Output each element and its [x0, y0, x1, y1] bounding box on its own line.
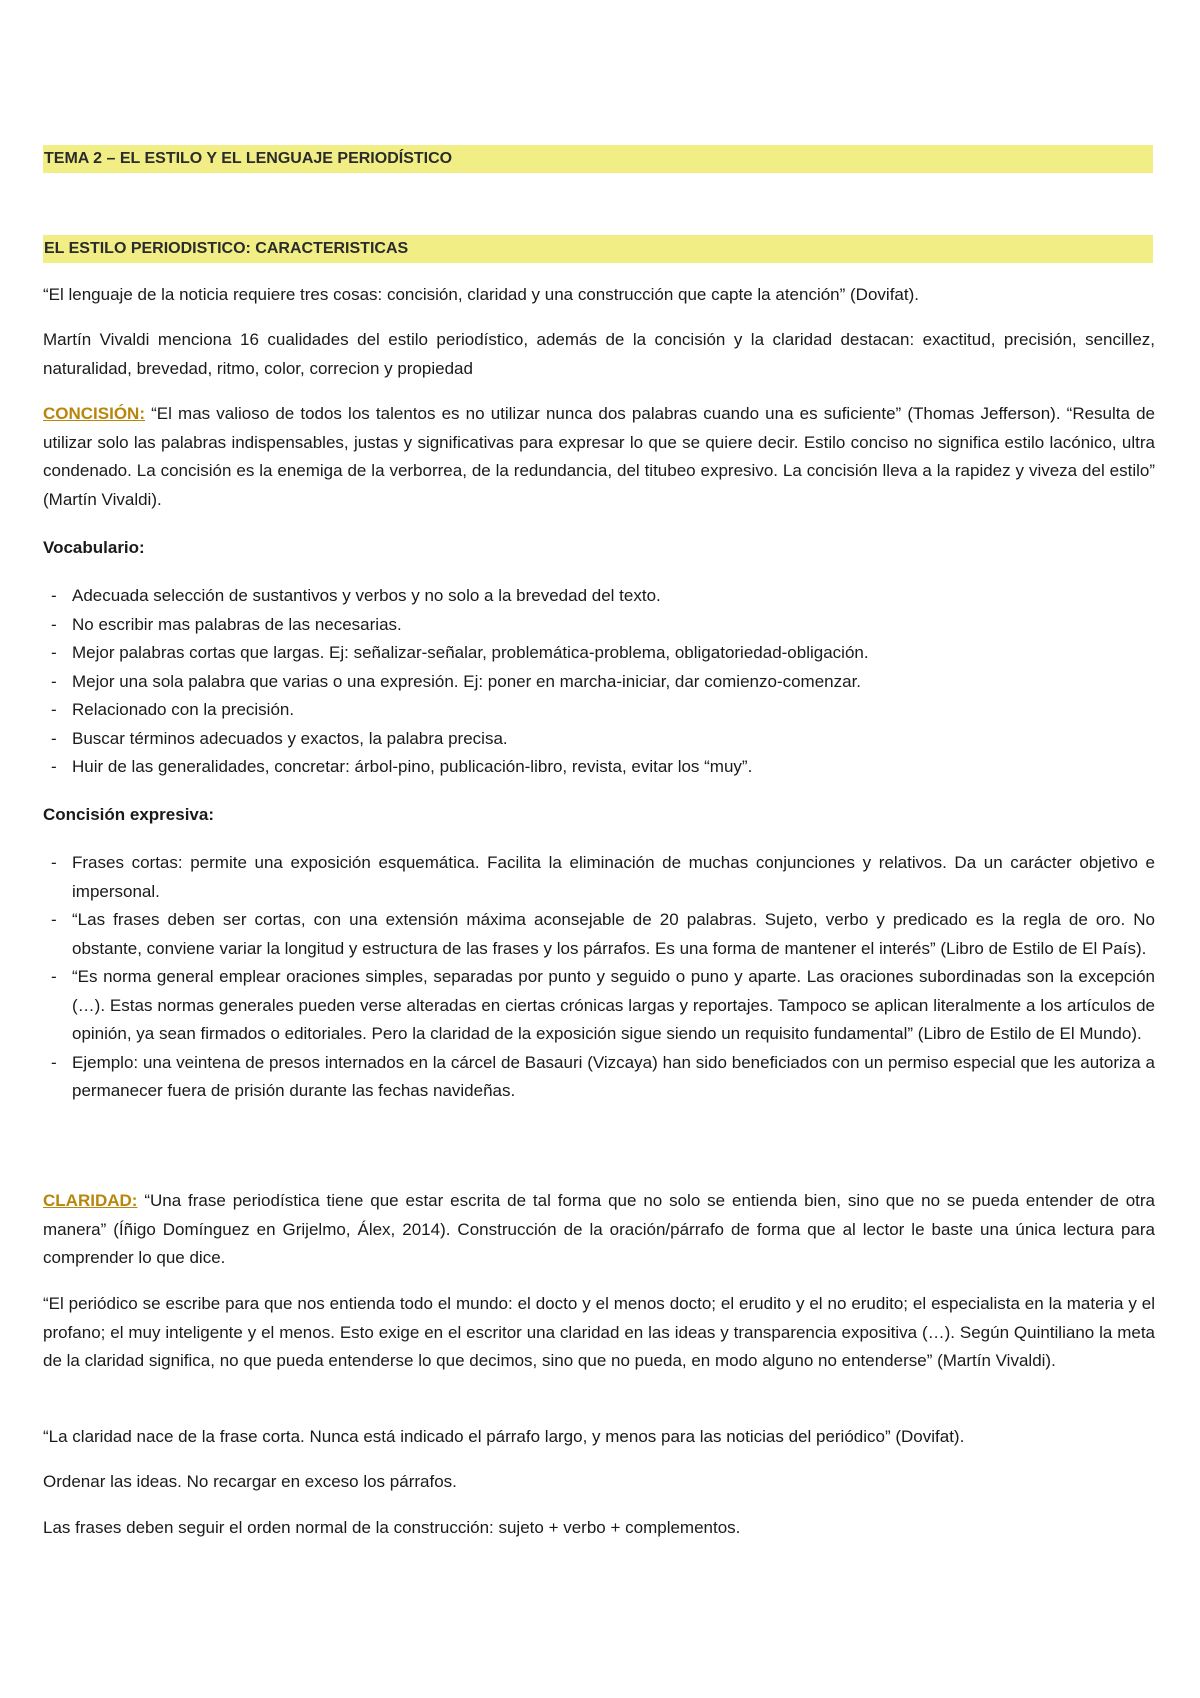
list-item: - “Las frases deben ser cortas, con una extensión máxima aconsejable de 20 palabras. Sujeto, verbo y predicado es la regla de oro. No obstante, conviene variar la longitud y estructura de las frases y los párrafos. Es una forma de mantener el interés” (Libro de Estilo de El País).: [43, 906, 1155, 963]
paragraph-periodico: “El periódico se escribe para que nos entienda todo el mundo: el docto y el menos docto; el erudito y el no erudito; el especialista en la materia y el profano; el muy inteligente y el menos. Esto exige en el escritor una claridad en las ideas y transparencia expositiva (…). Según Quintiliano la meta de la claridad significa, no que pueda entenderse lo que decimos, sino que no pueda, en modo alguno no entenderse” (Martín Vivaldi).: [43, 1294, 1155, 1370]
list-item: - Ejemplo: una veintena de presos internados en la cárcel de Basauri (Vizcaya) han sido beneficiados con un permiso especial que les autoriza a permanecer fuera de prisión durante las fechas navideñas.: [43, 1049, 1155, 1106]
vocabulario-heading: Vocabulario:: [43, 538, 145, 557]
vocabulario-list: [43, 582, 1155, 782]
concision-label: CONCISIÓN:: [43, 404, 145, 423]
paragraph-concision: [43, 400, 1155, 514]
list-item: - Huir de las generalidades, concretar: árbol-pino, publicación-libro, revista, evitar los “muy”.: [43, 753, 1155, 782]
concision-expresiva-list: [43, 849, 1155, 1106]
list-item: - Relacionado con la precisión.: [43, 696, 1155, 725]
paragraph-orden: Las frases deben seguir el orden normal de la construcción: sujeto + verbo + complementos.: [43, 1518, 741, 1537]
section-heading: EL ESTILO PERIODISTICO: CARACTERISTICAS: [43, 235, 1153, 263]
paragraph-frase-corta: “La claridad nace de la frase corta. Nunca está indicado el párrafo largo, y menos para las noticias del periódico” (Dovifat).: [43, 1427, 965, 1446]
list-item: - Buscar términos adecuados y exactos, la palabra precisa.: [43, 725, 1155, 754]
list-item: - Adecuada selección de sustantivos y verbos y no solo a la brevedad del texto.: [43, 582, 1155, 611]
paragraph-vivaldi-qualities: Martín Vivaldi menciona 16 cualidades del estilo periodístico, además de la concisión y la claridad destacan: exactitud, precisión, sencillez, naturalidad, brevedad, ritmo, color, correcion y propiedad: [43, 330, 1155, 378]
quote-dovifat: “El lenguaje de la noticia requiere tres cosas: concisión, claridad y una construcción que capte la atención” (Dovifat).: [43, 285, 919, 304]
list-item: - Mejor una sola palabra que varias o una expresión. Ej: poner en marcha-iniciar, dar comienzo-comenzar.: [43, 668, 1155, 697]
paragraph-claridad: [43, 1187, 1155, 1273]
paragraph-ordenar: Ordenar las ideas. No recargar en exceso los párrafos.: [43, 1472, 457, 1491]
concision-text: “El mas valioso de todos los talentos es no utilizar nunca dos palabras cuando una es suficiente” (Thomas Jefferson). “Resulta de utilizar solo las palabras indispensables, justas y significativas para expresar lo que se quiere decir. Estilo conciso no significa estilo lacónico, ultra condenado. La concisión es la enemiga de la verborrea, de la redundancia, del titubeo expresivo. La concisión lleva a la rapidez y viveza del estilo” (Martín Vivaldi).: [43, 404, 1155, 509]
document-title: TEMA 2 – EL ESTILO Y EL LENGUAJE PERIODÍSTICO: [43, 145, 1153, 173]
concision-expresiva-heading: Concisión expresiva:: [43, 805, 215, 824]
list-item: - Mejor palabras cortas que largas. Ej: señalizar-señalar, problemática-problema, obligatoriedad-obligación.: [43, 639, 1155, 668]
list-item: - No escribir mas palabras de las necesarias.: [43, 611, 1155, 640]
claridad-text: “Una frase periodística tiene que estar escrita de tal forma que no solo se entienda bien, sino que no se pueda entender de otra manera” (Íñigo Domínguez en Grijelmo, Álex, 2014). Construcción de la oración/párrafo de forma que al lector le baste una única lectura para comprender lo que dice.: [43, 1191, 1155, 1267]
claridad-label: CLARIDAD:: [43, 1191, 138, 1210]
list-item: - Frases cortas: permite una exposición esquemática. Facilita la eliminación de muchas conjunciones y relativos. Da un carácter objetivo e impersonal.: [43, 849, 1155, 906]
list-item: - “Es norma general emplear oraciones simples, separadas por punto y seguido o puno y aparte. Las oraciones subordinadas son la excepción (…). Estas normas generales pueden verse alteradas en ciertas crónicas largas y reportajes. Tampoco se aplican literalmente a los artículos de opinión, ya sean firmados o editoriales. Pero la claridad de la exposición sigue siendo un requisito fundamental” (Libro de Estilo de El Mundo).: [43, 963, 1155, 1049]
